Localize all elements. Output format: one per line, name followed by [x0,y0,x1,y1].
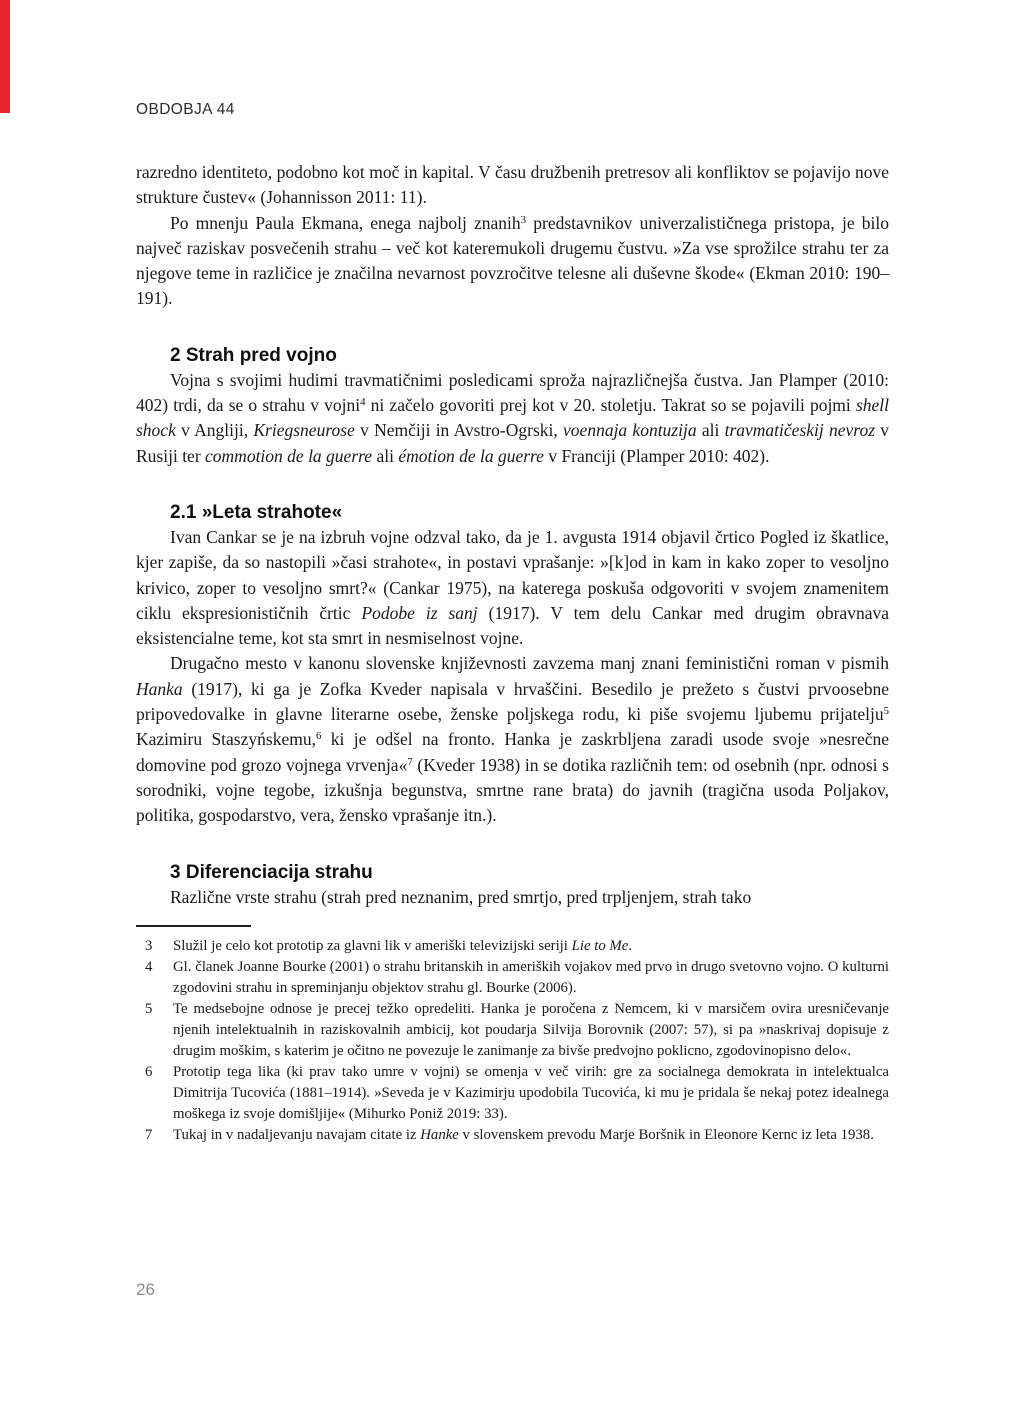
footnote-text: Služil je celo kot prototip za glavni lik v ameriški televizijski seriji Lie to Me. [173,937,633,954]
footnote-marker: 3 [520,213,527,226]
footnote-number: 4 [145,958,153,975]
footnote-5 [136,999,889,1062]
paragraph-ekman: Po mnenju Paula Ekmana, enega najbolj znanih$^3$ predstavnikov univerzalističnega pristopa, je bilo največ raziskav posvečenih strahu – več kot kateremukoli drugemu čustvu. »Za vse sprožilce strahu ter za njegove teme in različice je značilna nevarnost povzročitve telesne ali duševne škode« (Ekman 2010: 190–191). [136,212,889,309]
footnotes-section [136,936,889,1146]
paragraph-hanka-novel: Drugačno mesto v kanonu slovenske književnosti zavzema manj znani feministični roman v pismih Hanka (1917), ki ga je Zofka Kveder napisala v hrvaščini. Besedilo je prežeto s čustvi prvoosebne pripovedovalke in glavne literarne osebe, ženske poljskega rodu, ki piše svojemu ljubemu prijatelju$^5$ Kazimiru Staszyńskemu,$^6$ ki je odšel na fronto. Hanka je zaskrbljena zaradi usode svoje »nesrečne domovine pod grozo vojnega vrvenja«$^7$ (Kveder 1938) in se dotika različnih tem: od osebnih (npr. odnosi s sorodniki, vojne tegobe, izkušnja begunstva, smrtne rane brata) do javnih (tragična usoda Poljakov, politika, gospodarstvo, vera, žensko vprašanje itn.). [136,653,889,826]
footnote-4 [136,957,889,999]
paragraph-cankar: Ivan Cankar se je na izbruh vojne odzval tako, da je 1. avgusta 1914 objavil črtico Pogled iz škatlice, kjer zapiše, da so nastopili »časi strahote«, in postavi vprašanje: »[k]od in kam in kako zoper to vesoljno krivico, zoper to vesoljno smrt?« (Cankar 1975), na katerega poskuša odgovoriti v svojem znamenitem ciklu ekspresionističnih črtic Podobe iz sanj (1917). V tem delu Cankar med drugim obravnava eksistencialne teme, kot sta smrt in nesmiselnost vojne. [136,526,889,649]
footnote-text: Te medsebojne odnose je precej težko opredeliti. Hanka je poročena z Nemcem, ki v marsičem ovira uresničevanje njenih intelektualnih in raziskovalnih ambicij, kot poudarja Silvija Borovnik (2007: 57), si pa »naskrivaj dopisuje z drugim moškim, s katerim je očitno ne povezuje le zanimanje za bivše predvojno poklicno, zgodovinopisno delo«. [173,1000,889,1059]
red-corner-ribbon [0,0,10,113]
footnote-number: 5 [145,1000,153,1017]
footnote-marker: 7 [407,755,413,768]
section-heading-3: 3 Diferenciacija strahu [170,861,373,883]
paragraph-intro-continuation: razredno identiteto, podobno kot moč in kapital. V času družbenih pretresov ali konfliktov se pojavijo nove strukture čustev« (Johannisson 2011: 11). [136,162,889,208]
footnote-text: Gl. članek Joanne Bourke (2001) o strahu britanskih in ameriških vojakov med prvo in drugo svetovno vojno. O kulturni zgodovini strahu in spreminjanju objektov strahu gl. Bourke (2006). [173,958,889,996]
footnote-text: Prototip tega lika (ki prav tako umre v vojni) se omenja v več virih: gre za socialnega demokrata in intelektualca Dimitrija Tucovića (1881–1914). »Seveda je v Kazimirju upodobila Tucovića, ki mu je pridala še nekaj potez idealnega moškega iz svoje domišljije« (Mihurko Poniž 2019: 33). [173,1063,889,1122]
paragraph-fear-types: Različne vrste strahu (strah pred neznanim, pred smrtjo, pred trpljenjem, strah tako [170,886,752,907]
footnote-marker: 6 [315,730,322,743]
footnote-7 [136,1125,889,1146]
running-header: OBDOBJA 44 [136,101,235,118]
footnote-marker: 4 [360,396,366,409]
footnote-number: 7 [145,1126,153,1143]
section-heading-2-1: 2.1 »Leta strahote« [170,501,343,523]
text-block [136,160,889,1146]
footnote-6 [136,1062,889,1125]
section-heading-2: 2 Strah pred vojno [170,344,337,366]
page-number: 26 [136,1280,155,1299]
footnote-number: 6 [145,1063,153,1080]
footnote-number: 3 [145,937,153,954]
footnote-separator-rule [136,925,251,927]
footnote-3 [136,936,889,957]
paragraph-war-fear: Vojna s svojimi hudimi travmatičnimi posledicami sproža najrazličnejša čustva. Jan Plamper (2010: 402) trdi, da se o strahu v vojni$^4$ ni začelo govoriti prej kot v 20. stoletju. Takrat so se pojavili pojmi shell shock v Angliji, Kriegsneurose v Nemčiji in Avstro-Ogrski, voennaja kontuzija ali travmatičeskij nevroz v Rusiji ter commotion de la guerre ali émotion de la guerre v Franciji (Plamper 2010: 402). [136,369,890,466]
footnote-marker: 5 [883,705,889,718]
footnote-text: Tukaj in v nadaljevanju navajam citate iz Hanke v slovenskem prevodu Marje Boršnik in Eleonore Kernc iz leta 1938. [173,1126,874,1143]
